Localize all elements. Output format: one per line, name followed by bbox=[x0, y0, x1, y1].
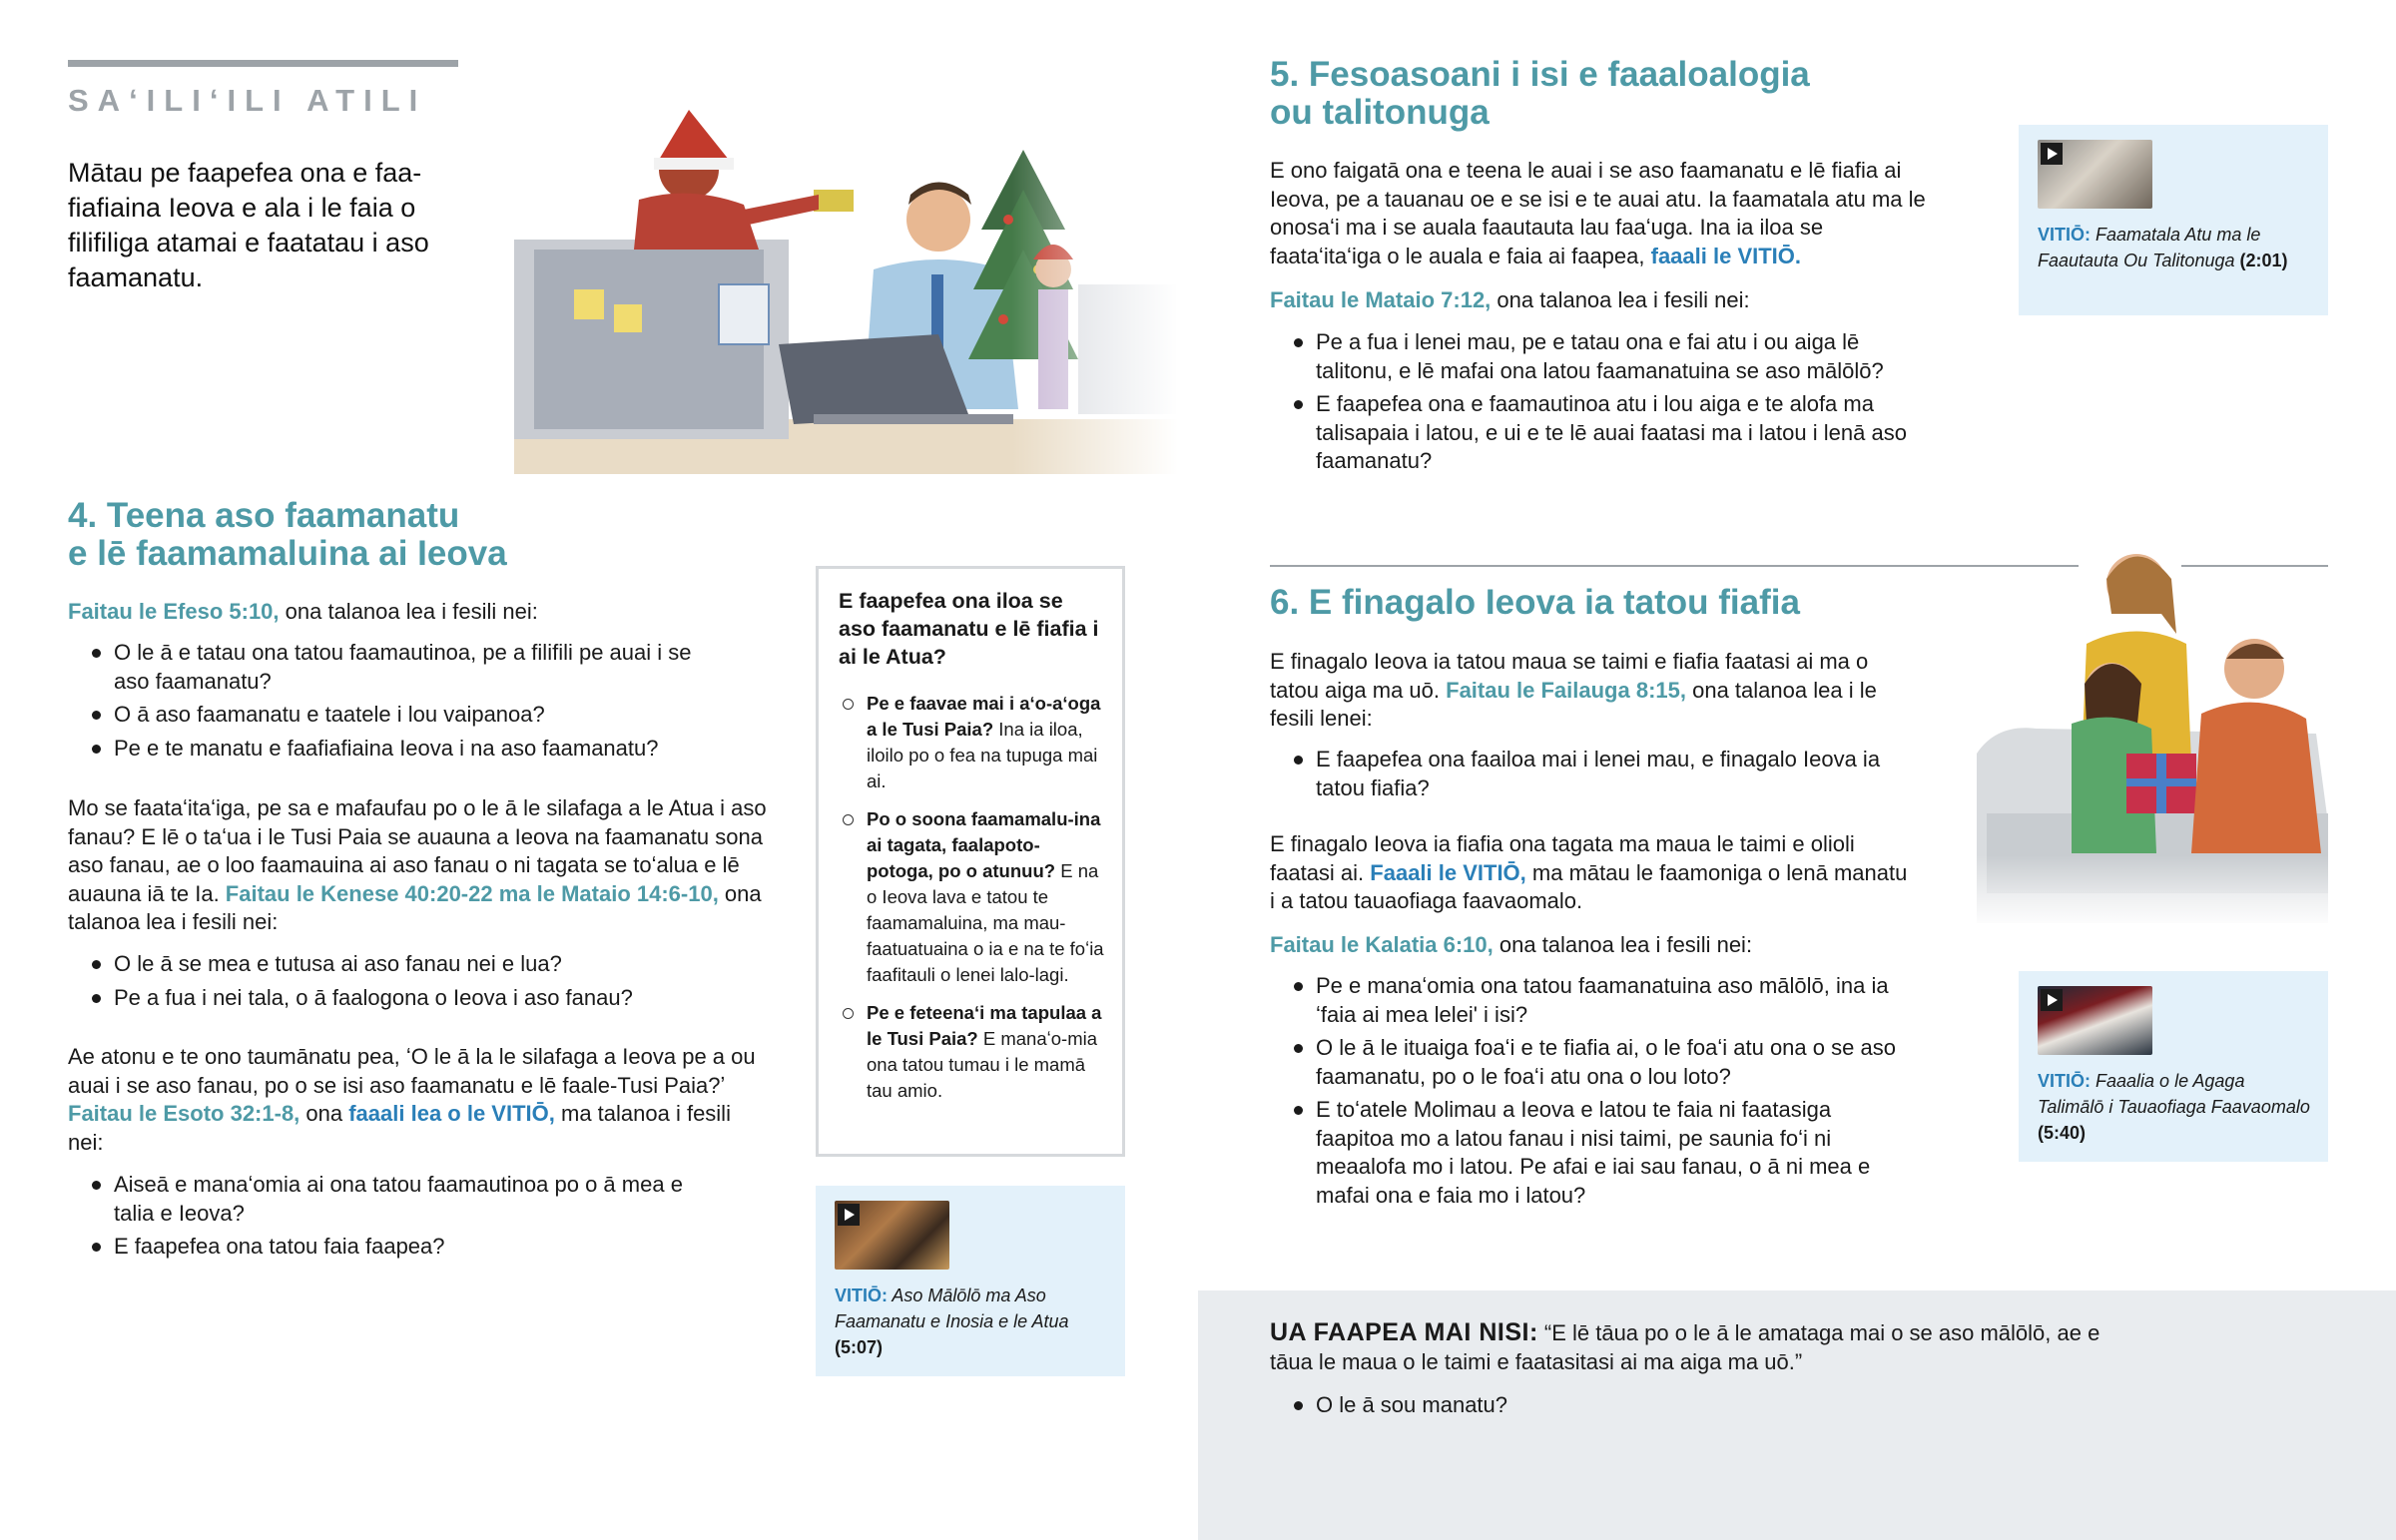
header-rule bbox=[68, 60, 458, 67]
scripture-link-failauga[interactable]: Faitau le Failauga 8:15, bbox=[1446, 677, 1686, 703]
section6-para1 bbox=[1270, 648, 1909, 734]
video-caption bbox=[2038, 1068, 2312, 1146]
family-gift-illustration bbox=[1977, 524, 2328, 928]
section-label: SAʻILIʻILI ATILI bbox=[68, 83, 427, 118]
section6-title: 6. E finagalo Ieova ia tatou fiafia bbox=[1270, 583, 1800, 622]
section6-questions1 bbox=[1270, 746, 1929, 807]
read1-rest: ona talanoa lea i le fesili lenei: bbox=[1270, 677, 1877, 731]
section4-title-line2: e lē faamamaluina ai Ieova bbox=[68, 534, 507, 573]
sidebar-item-heading: Pe e faavae mai i aʻo-aʻoga a le Tusi Paia? bbox=[867, 693, 1101, 740]
list-item: E faapefea ona e faamautinoa atu i lou aiga e te alofa ma talisapaia i latou, e ui e te lē auai faatasi ma i latou i lenā aso faamanatu? bbox=[1270, 390, 1934, 476]
list-item: Pe a fua i nei tala, o ā faalogona o Ieova i aso fanau? bbox=[68, 984, 717, 1013]
play-icon[interactable] bbox=[2041, 989, 2063, 1011]
section4-read1 bbox=[68, 598, 757, 627]
section-divider bbox=[1270, 565, 2079, 567]
play-video-link[interactable]: faaali lea o le VITIŌ, bbox=[348, 1101, 555, 1126]
video-card-explain-beliefs[interactable] bbox=[2019, 125, 2328, 315]
section5-read bbox=[1270, 286, 1929, 315]
section6-read2 bbox=[1270, 931, 1909, 960]
list-item: O le ā se mea e tutusa ai aso fanau nei e lua? bbox=[68, 950, 717, 979]
sidebar-item-text: E na o Ieova lava e tatou te faamamaluina, ma mau-faatuatuaina o ia e na te foʻia faafitauli o lenei lalo-lagi. bbox=[867, 860, 1104, 985]
section4-para3 bbox=[68, 1043, 767, 1157]
scripture-link-esoto[interactable]: Faitau le Esoto 32:1-8, bbox=[68, 1101, 300, 1126]
list-item: O le ā le ituaiga foaʻi e te fiafia ai, o le foaʻi atu ona o se aso faamanatu, po o le foaʻi atu ona o lou loto? bbox=[1270, 1034, 1909, 1091]
sidebar-item bbox=[839, 691, 1104, 794]
video-label: VITIŌ: bbox=[835, 1285, 888, 1305]
video-title: Faaalia o le Agaga Talimālō i Tauaofiaga Faavaomalo bbox=[2038, 1071, 2310, 1117]
list-item: E toʻatele Molimau a Ieova e latou te faia ni faatasiga faapitoa mo a latou fanau i nisi taimi, pe saunia foʻi ni meaalofa mo i latou. Pe afai e iai sau fanau, o ā ni mea e mafai ona e faia mo i latou? bbox=[1270, 1096, 1909, 1210]
list-item: O ā aso faamanatu e taatele i lou vaipanoa? bbox=[68, 701, 717, 730]
list-item: Aiseā e manaʻomia ai ona tatou faamautinoa po o ā mea e talia e Ieova? bbox=[68, 1171, 717, 1228]
some-say-quote bbox=[1270, 1318, 2128, 1376]
read2-rest: ona talanoa lea i fesili nei: bbox=[68, 880, 762, 934]
video-thumbnail[interactable] bbox=[835, 1201, 949, 1270]
para1-text: E ono faigatā ona e teena le auai i se aso faamanatu e lē fiafia ai Ieova, pe a tauanau oe e se isi e te auai atu. Ia faamatala atu ma le onosaʻi ma i se auala faautauta lau faaʻuga. Ina ia iloa se faataʻitaʻiga o le auala e faia ai faapea, bbox=[1270, 158, 1926, 268]
play-icon[interactable] bbox=[838, 1204, 860, 1226]
sidebar-title: E faapefea ona iloa se aso faamanatu e lē fiafia i ai le Atua? bbox=[839, 589, 1099, 669]
sidebar-item-text: E manaʻo-mia ona tatou tumau i le mamā tau amio. bbox=[867, 1028, 1097, 1101]
scripture-link-kalatia[interactable]: Faitau le Kalatia 6:10, bbox=[1270, 932, 1494, 957]
section4-para2 bbox=[68, 794, 767, 937]
sidebar-item-text: Ina ia iloa, iloilo po o fea na tupuga mai ai. bbox=[867, 719, 1098, 791]
list-item: Pe a fua i lenei mau, pe e tatau ona e fai atu i ou aiga lē talitonu, e lē mafai ona latou faamanatuina se aso mālōlō? bbox=[1270, 328, 1934, 385]
section6-para2 bbox=[1270, 830, 1909, 916]
list-item: Pe e te manatu e faafiafiaina Ieova i na aso faamanatu? bbox=[68, 735, 717, 764]
list-item: E faapefea ona tatou faia faapea? bbox=[68, 1233, 717, 1262]
sidebar-box bbox=[816, 566, 1125, 1157]
video-thumbnail[interactable] bbox=[2038, 986, 2152, 1055]
some-say-label: UA FAAPEA MAI NISI: bbox=[1270, 1318, 1538, 1346]
para2-text: E finagalo Ieova ia fiafia ona tagata ma maua le taimi e olioli faatasi ai. bbox=[1270, 831, 1855, 885]
read-rest: ona talanoa lea i fesili nei: bbox=[1491, 287, 1750, 312]
video-thumbnail[interactable] bbox=[2038, 140, 2152, 209]
list-item: Pe e manaʻomia ona tatou faamanatuina aso mālōlō, ina ia ʻfaia ai mea lelei' i isi? bbox=[1270, 972, 1909, 1029]
section4-title-line1: 4. Teena aso faamanatu bbox=[68, 496, 460, 535]
section6-questions2 bbox=[1270, 972, 1909, 1215]
section4-questions1 bbox=[68, 639, 717, 768]
sidebar-item bbox=[839, 806, 1104, 988]
intro-text: Mātau pe faapefea ona e faa-fiafiaina Ieova e ala i le faia o filifiliga atamai e faatatau i aso faamanatu. bbox=[68, 158, 429, 292]
video-duration: (5:07) bbox=[835, 1337, 884, 1357]
para2-rest: ma mātau le faamoniga o lenā manatu i a tatou tauaofiaga faavaomalo. bbox=[1270, 859, 1908, 913]
list-item: O le ā sou manatu? bbox=[1270, 1391, 1869, 1420]
video-duration: (2:01) bbox=[2239, 251, 2288, 270]
list-item: O le ā e tatau ona tatou faamautinoa, pe a filifili pe auai i se aso faamanatu? bbox=[68, 639, 717, 696]
some-say-box bbox=[1198, 1290, 2396, 1540]
play-video-link[interactable]: faaali le VITIŌ. bbox=[1650, 243, 1802, 268]
section4-questions3 bbox=[68, 1171, 717, 1267]
video-card-holidays[interactable] bbox=[816, 1186, 1125, 1376]
video-caption bbox=[2038, 222, 2312, 273]
video-title: Aso Mālōlō ma Aso Faamanatu e Inosia e le Atua bbox=[835, 1285, 1069, 1331]
play-icon[interactable] bbox=[2041, 143, 2063, 165]
some-say-text: “E lē tāua po o le ā le amataga mai o se aso mālōlō, ae e tāua le maua o le taimi e faatasitasi ai ma aiga ma uō.” bbox=[1270, 1320, 2100, 1374]
video-label: VITIŌ: bbox=[2038, 1071, 2091, 1091]
read3-rest: ma talanoa i fesili nei: bbox=[68, 1101, 731, 1155]
section4-title bbox=[68, 497, 567, 573]
list-item: E faapefea ona faailoa mai i lenei mau, e finagalo Ieova ia tatou fiafia? bbox=[1270, 746, 1929, 802]
video-title: Faamatala Atu ma le Faautauta Ou Talitonuga bbox=[2038, 225, 2261, 270]
section5-questions bbox=[1270, 328, 1934, 481]
video-card-conventions[interactable] bbox=[2019, 971, 2328, 1162]
section5-title-line1: 5. Fesoasoani i isi e faaaloalogia bbox=[1270, 55, 1810, 94]
section5-title bbox=[1270, 56, 1829, 132]
video-caption bbox=[835, 1283, 1109, 1360]
read2-rest: ona talanoa lea i fesili nei: bbox=[1493, 932, 1753, 957]
sidebar-item-heading: Po o soona faamamalu-ina ai tagata, faalapoto-potoga, po o atunuu? bbox=[867, 808, 1101, 881]
read1-rest: ona talanoa lea i fesili nei: bbox=[279, 599, 538, 624]
para3-text: Ae atonu e te ono taumānatu pea, ʻO le ā la le silafaga a Ieova pe a ou auai i se aso fanau, po o se isi aso faamanatu e lē faale-Tusi Paia?ʼ bbox=[68, 1044, 756, 1098]
section5-title-line2: ou talitonuga bbox=[1270, 93, 1490, 132]
video-duration: (5:40) bbox=[2038, 1123, 2087, 1143]
sidebar-item bbox=[839, 1000, 1104, 1104]
office-illustration bbox=[514, 90, 1178, 474]
section5-para1 bbox=[1270, 157, 1929, 270]
para1-text: E finagalo Ieova ia tatou maua se taimi e fiafia faatasi ai ma o tatou aiga ma uō. bbox=[1270, 649, 1869, 703]
section4-questions2 bbox=[68, 950, 717, 1017]
scripture-link-mataio[interactable]: Faitau le Mataio 7:12, bbox=[1270, 287, 1492, 312]
read3-mid: ona bbox=[300, 1101, 349, 1126]
para2-text: Mo se faataʻitaʻiga, pe sa e mafaufau po o le ā le silafaga a le Atua i aso fanau? E lē o taʻua i le Tusi Paia se auauna a Ieova na faamanatu sona aso fanau, ae o loo faamauina ai aso fanau o ni tagata se toʻalua e lē auauna iā te Ia. bbox=[68, 795, 767, 906]
some-say-question bbox=[1270, 1391, 1869, 1425]
video-label: VITIŌ: bbox=[2038, 225, 2091, 245]
sidebar-list bbox=[839, 691, 1104, 1104]
scripture-link-efeso[interactable]: Faitau le Efeso 5:10, bbox=[68, 599, 280, 624]
sidebar-item-heading: Pe e feteenaʻi ma tapulaa a le Tusi Paia? bbox=[867, 1002, 1102, 1049]
play-video-link[interactable]: Faaali le VITIŌ, bbox=[1370, 859, 1526, 885]
scripture-link-kenese[interactable]: Faitau le Kenese 40:20-22 ma le Mataio 14:6-10, bbox=[225, 880, 719, 906]
